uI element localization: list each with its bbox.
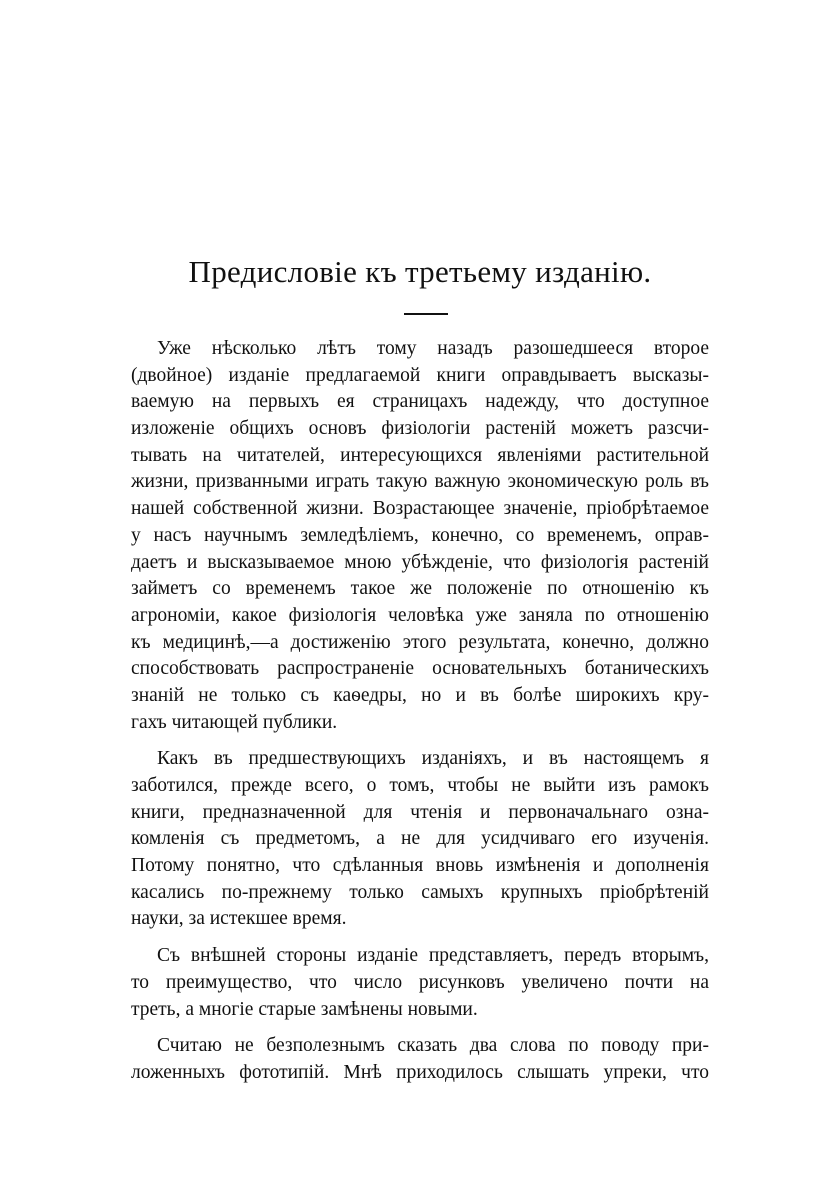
paragraph-3 xyxy=(131,943,709,1023)
text-line: тывать на читателей, интересующихся явленіями растительной xyxy=(131,444,709,466)
text-line: ваемую на первыхъ ея страницахъ надежду, что доступное xyxy=(131,391,709,413)
text-line: жизни, призванными играть такую важную экономическую роль въ xyxy=(131,471,709,493)
text-line: треть, а многіе старые замѣнены новыми. xyxy=(131,998,478,1020)
text-line: нашей собственной жизни. Возрастающее значеніе, пріобрѣтаемое xyxy=(131,498,709,520)
paragraph-1 xyxy=(131,336,709,736)
text-line: Потому понятно, что сдѣланныя вновь измѣненія и дополненія xyxy=(131,855,709,877)
text-line: знаній не только съ каѳедры, но и въ болѣе широкихъ кру- xyxy=(131,684,709,706)
paragraph-4 xyxy=(131,1033,709,1086)
text-line: комленія съ предметомъ, а не для усидчиваго его изученія. xyxy=(131,828,709,850)
text-line: ложенныхъ фототипій. Мнѣ приходилось слышать упреки, что xyxy=(131,1061,709,1083)
text-line: способствовать распространеніе основательныхъ ботаническихъ xyxy=(131,658,709,680)
text-line: Какъ въ предшествующихъ изданіяхъ, и въ настоящемъ я xyxy=(157,748,709,770)
text-line: даетъ и высказываемое мною убѣжденіе, что физіологія растеній xyxy=(131,551,709,573)
text-line: то преимущество, что число рисунковъ увеличено почти на xyxy=(131,971,709,993)
text-line: изложеніе общихъ основъ физіологіи растеній можетъ разсчи- xyxy=(131,418,709,440)
text-line: (двойное) изданіе предлагаемой книги оправдываетъ высказы- xyxy=(131,364,709,386)
paragraph-2 xyxy=(131,746,709,933)
text-line: Считаю не безполезнымъ сказать два слова по поводу при- xyxy=(157,1035,709,1057)
text-line: агрономіи, какое физіологія человѣка уже заняла по отношенію xyxy=(131,604,709,626)
body-text xyxy=(131,336,709,1097)
text-line: къ медицинѣ,—а достиженію этого результата, конечно, должно xyxy=(131,631,709,653)
text-line: займетъ со временемъ такое же положеніе по отношенію къ xyxy=(131,578,709,600)
text-line: науки, за истекшее время. xyxy=(131,908,347,930)
text-line: гахъ читающей публики. xyxy=(131,711,338,733)
text-line: книги, предназначенной для чтенія и первоначальнаго озна- xyxy=(131,801,709,823)
text-line: Уже нѣсколько лѣтъ тому назадъ разошедшееся второе xyxy=(157,338,709,359)
text-line: у насъ научнымъ земледѣліемъ, конечно, со временемъ, оправ- xyxy=(131,524,709,546)
text-line: касались по-прежнему только самыхъ крупныхъ пріобрѣтеній xyxy=(131,881,709,903)
text-line: заботился, прежде всего, о томъ, чтобы не выйти изъ рамокъ xyxy=(131,775,709,796)
text-line: Съ внѣшней стороны изданіе представляетъ, передъ вторымъ, xyxy=(157,945,709,967)
title-divider xyxy=(404,313,448,315)
chapter-title: Предисловіе къ третьему изданію. xyxy=(188,254,652,289)
